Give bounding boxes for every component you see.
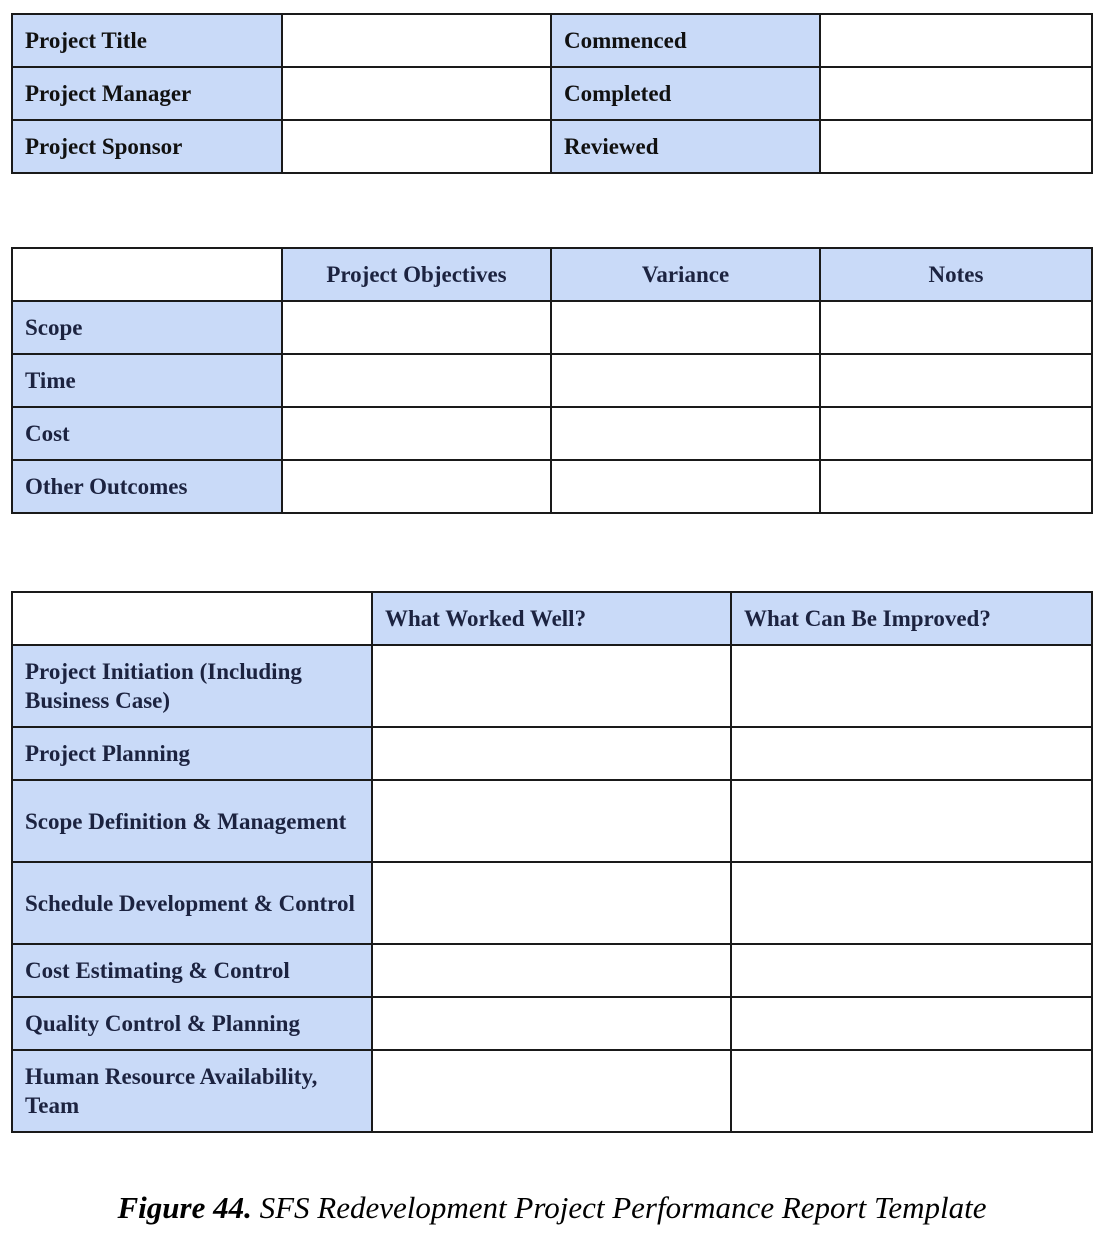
table-cell[interactable]	[372, 645, 731, 727]
project-title-field[interactable]	[282, 14, 551, 67]
table-cell[interactable]	[551, 354, 820, 407]
header-variance: Variance	[551, 248, 820, 301]
table-row	[12, 780, 1092, 862]
objectives-table	[11, 247, 1093, 514]
table-cell[interactable]	[551, 301, 820, 354]
figure-number: Figure 44.	[117, 1190, 252, 1225]
table-cell[interactable]	[551, 407, 820, 460]
table-row	[12, 460, 1092, 513]
table-cell[interactable]	[820, 301, 1092, 354]
table-cell[interactable]	[820, 407, 1092, 460]
table-cell[interactable]	[372, 727, 731, 780]
row-label-quality-control: Quality Control & Planning	[12, 997, 372, 1050]
figure-caption	[0, 1190, 1104, 1226]
table-cell[interactable]	[731, 944, 1092, 997]
table-cell[interactable]	[372, 862, 731, 944]
project-sponsor-field[interactable]	[282, 120, 551, 173]
project-title-label: Project Title	[12, 14, 282, 67]
table-row	[12, 301, 1092, 354]
table-row	[12, 1050, 1092, 1132]
header-what-worked-well: What Worked Well?	[372, 592, 731, 645]
table-cell[interactable]	[282, 354, 551, 407]
table-cell[interactable]	[731, 727, 1092, 780]
corner-cell	[12, 248, 282, 301]
table-cell[interactable]	[820, 354, 1092, 407]
table-cell[interactable]	[820, 460, 1092, 513]
row-label-cost-estimating: Cost Estimating & Control	[12, 944, 372, 997]
row-label-scope-definition: Scope Definition & Management	[12, 780, 372, 862]
row-label-time: Time	[12, 354, 282, 407]
row-label-human-resource: Human Resource Availability, Team	[12, 1050, 372, 1132]
table-cell[interactable]	[372, 944, 731, 997]
corner-cell	[12, 592, 372, 645]
table-cell[interactable]	[282, 460, 551, 513]
table-header-row	[12, 592, 1092, 645]
table-cell[interactable]	[731, 862, 1092, 944]
completed-label: Completed	[551, 67, 820, 120]
reviewed-field[interactable]	[820, 120, 1092, 173]
table-cell[interactable]	[372, 997, 731, 1050]
row-label-project-initiation: Project Initiation (Including Business Case)	[12, 645, 372, 727]
header-project-objectives: Project Objectives	[282, 248, 551, 301]
header-what-can-be-improved: What Can Be Improved?	[731, 592, 1092, 645]
project-sponsor-label: Project Sponsor	[12, 120, 282, 173]
table-cell[interactable]	[282, 407, 551, 460]
lessons-table	[11, 591, 1093, 1133]
table-cell[interactable]	[372, 780, 731, 862]
table-row	[12, 354, 1092, 407]
row-label-project-planning: Project Planning	[12, 727, 372, 780]
table-cell[interactable]	[731, 1050, 1092, 1132]
table-cell[interactable]	[551, 460, 820, 513]
completed-field[interactable]	[820, 67, 1092, 120]
table-row	[12, 944, 1092, 997]
table-cell[interactable]	[731, 997, 1092, 1050]
row-label-schedule-development: Schedule Development & Control	[12, 862, 372, 944]
table-row	[12, 862, 1092, 944]
row-label-scope: Scope	[12, 301, 282, 354]
table-row	[12, 727, 1092, 780]
reviewed-label: Reviewed	[551, 120, 820, 173]
row-label-cost: Cost	[12, 407, 282, 460]
table-row	[12, 407, 1092, 460]
commenced-label: Commenced	[551, 14, 820, 67]
project-manager-field[interactable]	[282, 67, 551, 120]
table-cell[interactable]	[282, 301, 551, 354]
table-row	[12, 67, 1092, 120]
table-cell[interactable]	[731, 645, 1092, 727]
project-manager-label: Project Manager	[12, 67, 282, 120]
table-row	[12, 14, 1092, 67]
header-notes: Notes	[820, 248, 1092, 301]
project-info-table	[11, 13, 1093, 174]
table-header-row	[12, 248, 1092, 301]
table-row	[12, 997, 1092, 1050]
table-cell[interactable]	[372, 1050, 731, 1132]
table-row	[12, 120, 1092, 173]
figure-caption-text: SFS Redevelopment Project Performance Report Template	[259, 1190, 987, 1225]
table-cell[interactable]	[731, 780, 1092, 862]
commenced-field[interactable]	[820, 14, 1092, 67]
table-row	[12, 645, 1092, 727]
row-label-other-outcomes: Other Outcomes	[12, 460, 282, 513]
